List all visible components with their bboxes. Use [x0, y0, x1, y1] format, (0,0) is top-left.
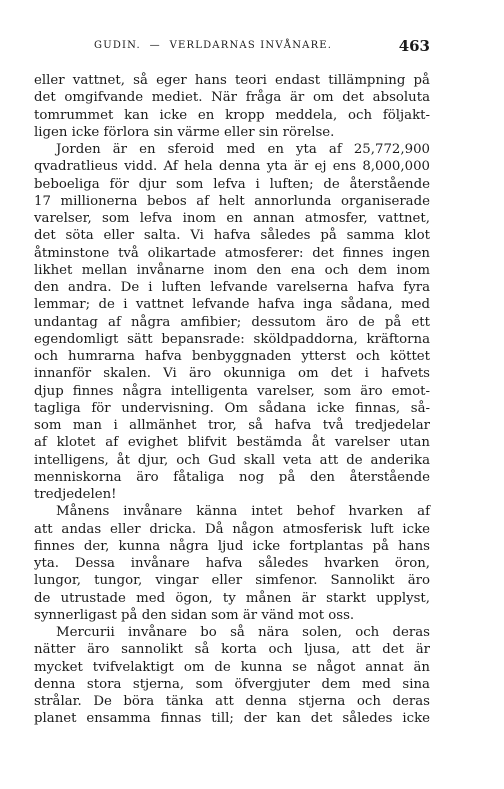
text-line: menniskorna äro fåtaliga nog på den återstående: [34, 469, 430, 485]
book-page: [34, 37, 430, 728]
text-line: tomrummet kan icke en kropp meddela, och följakt-: [34, 107, 430, 123]
text-line: som man i allmänhet tror, så hafva två tredjedelar: [34, 418, 430, 433]
text-line: att andas eller dricka. Då någon atmosferisk luft icke: [34, 521, 430, 537]
text-line: qvadratlieus vidd. Af hela denna yta är ej ens 8,000,000: [34, 159, 430, 175]
text-line: Jorden är en sferoid med en yta af 25,772,900: [56, 142, 430, 157]
text-line: planet ensamma finnas till; der kan det således icke: [34, 711, 430, 727]
text-line: tagliga för undervisning. Om sådana icke finnas, så-: [34, 400, 430, 416]
text-line: den andra. De i luften lefvande varelserna hafva fyra: [34, 280, 430, 295]
text-line: lemmar; de i vattnet lefvande hafva inga sådana, med: [34, 297, 430, 313]
text-line: ligen icke förlora sin värme eller sin rörelse.: [34, 124, 335, 140]
text-line: varelser, som lefva inom en annan atmosfer, vattnet,: [34, 211, 430, 226]
text-line: innanför skalen. Vi äro okunniga om det i hafvets: [34, 366, 430, 382]
text-line: strålar. De böra tänka att denna stjerna och deras: [34, 694, 430, 709]
text-line: Mercurii invånare bo så nära solen, och deras: [56, 625, 430, 640]
text-line: undantag af några amfibier; dessutom äro de på ett: [34, 314, 430, 330]
text-line: synnerligast på den sidan som är vänd mot oss.: [34, 607, 355, 623]
text-line: de utrustade med ögon, ty månen är starkt upplyst,: [34, 590, 430, 606]
text-line: det omgifvande mediet. När fråga är om det absoluta: [34, 90, 430, 106]
text-line: mycket tvifvelaktigt om de kunna se något annat än: [34, 659, 430, 675]
running-head: [34, 37, 430, 64]
text-line: likhet mellan invånarne inom den ena och dem inom: [34, 262, 430, 278]
text-line: egendomligt sätt bepansrade: sköldpaddorna, kräftorna: [34, 331, 430, 347]
running-title: GUDIN. — VERLDARNAS INVÅNARE.: [94, 40, 333, 51]
text-line: denna stora stjerna, som öfvergjuter dem med sina: [34, 676, 430, 692]
text-line: yta. Dessa invånare hafva således hvarken öron,: [34, 556, 430, 571]
text-line: intelligens, åt djur, och Gud skall veta att de anderika: [34, 452, 430, 468]
text-line: 17 millionerna bebos af helt annorlunda organiserade: [34, 193, 430, 209]
text-line: nätter äro sannolikt så korta och ljusa, att det är: [34, 642, 430, 658]
text-line: beboeliga för djur som lefva i luften; de återstående: [34, 176, 430, 192]
body-text: [34, 72, 430, 728]
text-line: af klotet af evighet blifvit bestämda åt varelser utan: [34, 435, 430, 451]
text-line: djup finnes några intelligenta varelser, som äro emot-: [34, 383, 430, 399]
page-number: 463: [398, 37, 430, 55]
text-line: finnes der, kunna några ljud icke fortplantas på hans: [34, 538, 430, 554]
text-line: Månens invånare känna intet behof hvarken af: [56, 504, 430, 520]
text-line: tredjedelen!: [34, 487, 117, 502]
text-line: det söta eller salta. Vi hafva således på samma klot: [34, 228, 430, 244]
text-line: åtminstone två olikartade atmosferer: det finnes ingen: [34, 245, 430, 261]
text-line: och humrarna hafva benbyggnaden ytterst och köttet: [34, 349, 430, 364]
text-line: lungor, tungor, vingar eller simfenor. Sannolikt äro: [34, 573, 430, 589]
text-line: eller vattnet, så eger hans teori endast tillämpning på: [34, 73, 430, 88]
